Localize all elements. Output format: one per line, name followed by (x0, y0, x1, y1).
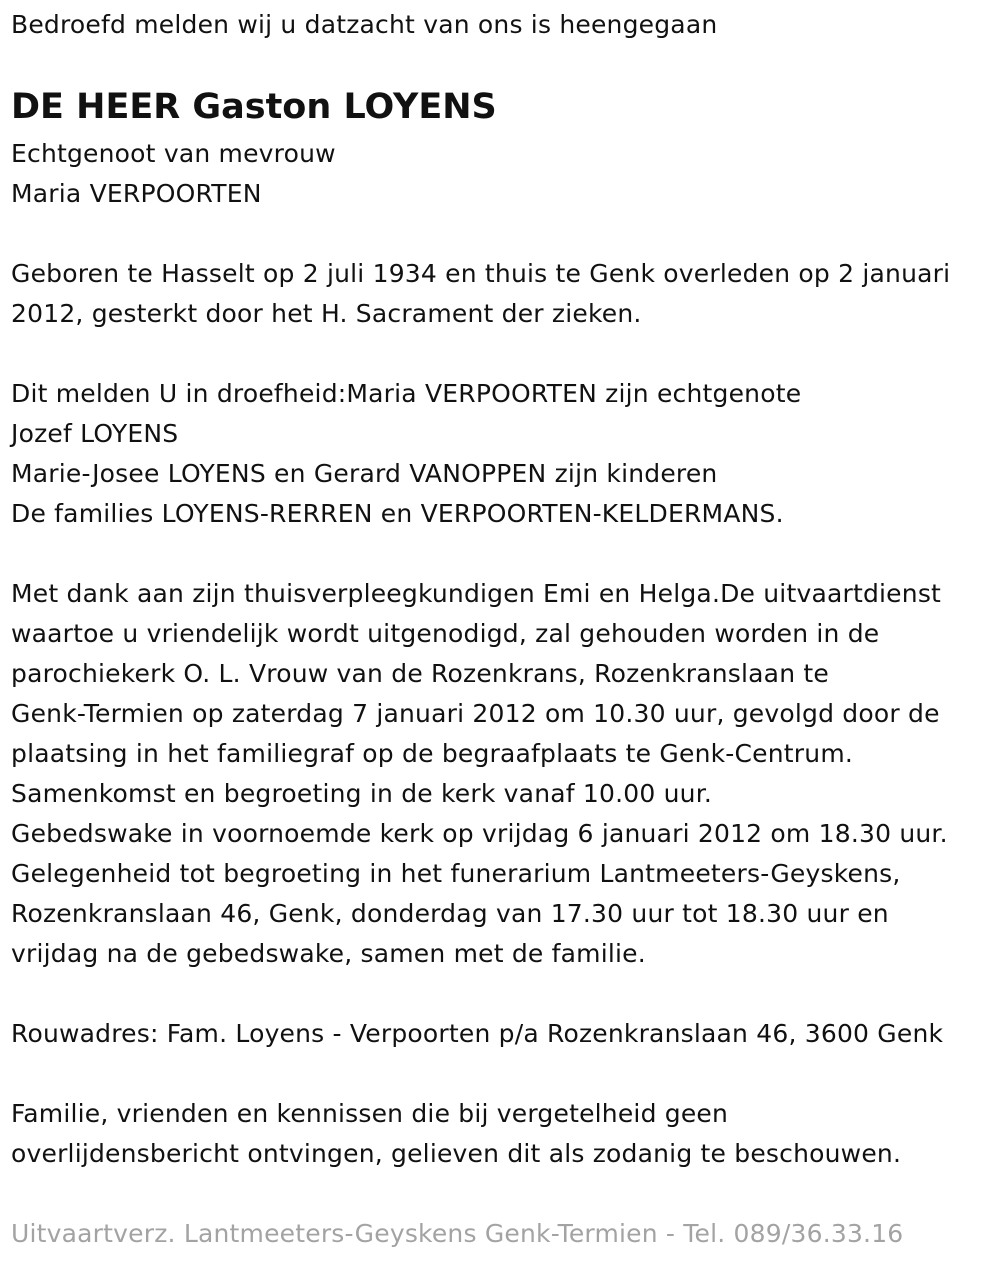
service-line: Gebedswake in voornoemde kerk op vrijdag 6 januari 2012 om 18.30 uur. (11, 819, 948, 848)
service-line: Met dank aan zijn thuisverpleegkundigen Emi en Helga.De uitvaartdienst (11, 579, 942, 608)
family-line: De families LOYENS-RERREN en VERPOORTEN-KELDERMANS. (11, 499, 784, 528)
service-line: vrijdag na de gebedswake, samen met de familie. (11, 939, 646, 968)
deceased-name: DE HEER Gaston LOYENS (11, 87, 497, 127)
notice-block (11, 1094, 901, 1174)
family-line: Jozef LOYENS (11, 419, 179, 448)
birth-death-line: 2012, gesterkt door het H. Sacrament der zieken. (11, 299, 642, 328)
family-line: Marie-Josee LOYENS en Gerard VANOPPEN zijn kinderen (11, 459, 718, 488)
spouse-line: Maria VERPOORTEN (11, 179, 262, 208)
mourning-address: Rouwadres: Fam. Loyens - Verpoorten p/a Rozenkranslaan 46, 3600 Genk (11, 1019, 944, 1048)
spouse-line: Echtgenoot van mevrouw (11, 139, 336, 168)
family-block (11, 374, 801, 534)
birth-death-line: Geboren te Hasselt op 2 juli 1934 en thuis te Genk overleden op 2 januari (11, 259, 951, 288)
service-line: Rozenkranslaan 46, Genk, donderdag van 17.30 uur tot 18.30 uur en (11, 899, 889, 928)
birth-death-block (11, 254, 950, 334)
spouse-block (11, 134, 336, 214)
notice-line: overlijdensbericht ontvingen, gelieven dit als zodanig te beschouwen. (11, 1139, 902, 1168)
service-line: waartoe u vriendelijk wordt uitgenodigd, zal gehouden worden in de (11, 619, 880, 648)
service-line: Samenkomst en begroeting in de kerk vanaf 10.00 uur. (11, 779, 713, 808)
intro-text: Bedroefd melden wij u datzacht van ons is heengegaan (11, 10, 718, 39)
service-line: Genk-Termien op zaterdag 7 januari 2012 om 10.30 uur, gevolgd door de (11, 699, 940, 728)
mourning-address-block (11, 1014, 943, 1054)
service-line: plaatsing in het familiegraf op de begraafplaats te Genk-Centrum. (11, 739, 854, 768)
service-line: Gelegenheid tot begroeting in het funerarium Lantmeeters-Geyskens, (11, 859, 901, 888)
service-block (11, 574, 948, 974)
service-line: parochiekerk O. L. Vrouw van de Rozenkrans, Rozenkranslaan te (11, 659, 829, 688)
funeral-home-footer: Uitvaartverz. Lantmeeters-Geyskens Genk-Termien - Tel. 089/36.33.16 (11, 1219, 904, 1248)
notice-line: Familie, vrienden en kennissen die bij vergetelheid geen (11, 1099, 729, 1128)
family-line: Dit melden U in droefheid:Maria VERPOORTEN zijn echtgenote (11, 379, 802, 408)
